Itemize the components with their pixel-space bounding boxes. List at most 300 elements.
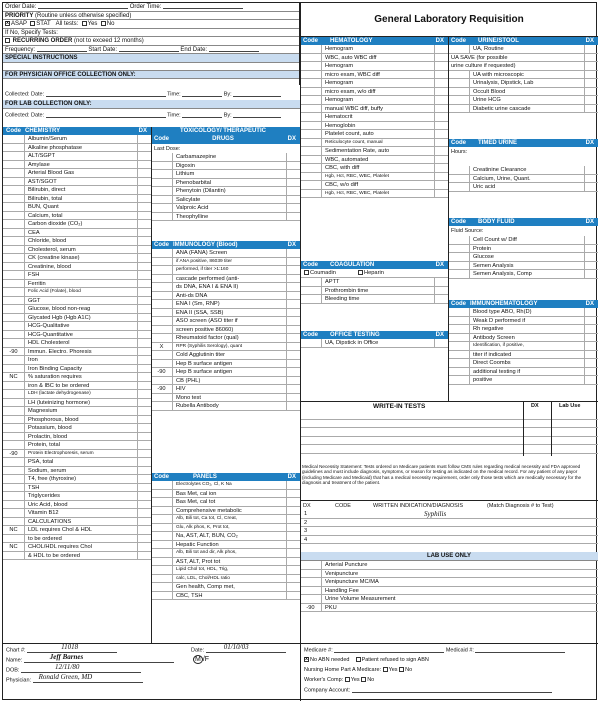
chemistry-test-row[interactable] <box>3 365 151 374</box>
lab-collected-by-field[interactable] <box>233 112 281 118</box>
panel-test-row[interactable] <box>151 524 300 533</box>
code-cell[interactable] <box>300 595 322 603</box>
code-cell[interactable] <box>3 484 25 492</box>
name-field[interactable] <box>24 653 174 663</box>
dx-cell[interactable] <box>137 492 151 500</box>
code-cell[interactable] <box>3 518 25 526</box>
dx-cell[interactable] <box>137 467 151 475</box>
chemistry-test-row[interactable] <box>3 424 151 433</box>
code-cell[interactable] <box>151 481 173 489</box>
diagnosis-entry-1[interactable]: Syphilis <box>424 510 447 518</box>
code-cell[interactable] <box>300 295 322 303</box>
stat-checkbox[interactable] <box>30 21 35 26</box>
code-cell[interactable] <box>151 326 173 334</box>
dx-cell[interactable] <box>434 54 448 62</box>
dx-cell[interactable] <box>584 54 598 62</box>
code-cell[interactable] <box>3 424 25 432</box>
panel-test-row[interactable] <box>151 541 300 550</box>
dx-cell[interactable] <box>137 433 151 441</box>
dx-cell[interactable] <box>584 175 598 183</box>
dx-cell[interactable] <box>584 270 598 278</box>
lab-use-row[interactable] <box>300 595 598 604</box>
dx-cell[interactable] <box>286 204 300 212</box>
urine-stool-test-row[interactable] <box>448 71 598 80</box>
chemistry-test-row[interactable] <box>3 484 151 493</box>
code-cell[interactable]: UA SAVE (for possible <box>451 54 508 61</box>
dx-cell[interactable] <box>584 308 598 316</box>
dx-cell[interactable] <box>286 196 300 204</box>
code-cell[interactable] <box>448 105 470 113</box>
chemistry-test-row[interactable] <box>3 186 151 195</box>
chemistry-test-row[interactable] <box>3 237 151 246</box>
code-cell[interactable] <box>300 147 322 155</box>
code-cell[interactable] <box>300 79 322 87</box>
code-cell[interactable] <box>3 237 25 245</box>
body-fluid-test-row[interactable] <box>448 236 598 245</box>
code-cell[interactable] <box>300 54 322 62</box>
dx-cell[interactable] <box>434 45 448 53</box>
code-cell[interactable] <box>448 270 470 278</box>
dx-cell[interactable] <box>434 96 448 104</box>
workers-comp-no-checkbox[interactable] <box>361 677 366 682</box>
diagnosis-row[interactable] <box>300 536 598 545</box>
code-cell[interactable] <box>3 535 25 543</box>
hematology-test-row[interactable] <box>300 88 448 97</box>
code-cell[interactable] <box>3 288 25 296</box>
dx-cell[interactable] <box>584 376 598 384</box>
code-cell[interactable] <box>3 254 25 262</box>
code-cell[interactable] <box>151 196 173 204</box>
code-cell[interactable]: -90 <box>3 348 25 356</box>
dx-cell[interactable] <box>137 526 151 534</box>
dx-cell[interactable] <box>137 144 151 152</box>
code-cell[interactable] <box>300 278 322 286</box>
order-time-field[interactable] <box>163 3 243 9</box>
write-in-line[interactable] <box>300 420 598 429</box>
panel-test-row[interactable] <box>151 481 300 490</box>
chemistry-test-row[interactable] <box>3 416 151 425</box>
dx-cell[interactable] <box>137 399 151 407</box>
date-field[interactable] <box>206 643 286 653</box>
dx-cell[interactable] <box>137 229 151 237</box>
code-cell[interactable] <box>300 105 322 113</box>
dx-cell[interactable] <box>137 475 151 483</box>
code-cell[interactable] <box>448 342 470 350</box>
hematology-test-row[interactable] <box>300 173 448 182</box>
toxicology-test-row[interactable] <box>151 170 300 179</box>
immunohematology-test-row[interactable] <box>448 376 598 385</box>
code-cell[interactable] <box>300 570 322 578</box>
panel-test-row[interactable] <box>151 549 300 558</box>
code-cell[interactable] <box>151 394 173 402</box>
medicaid-field[interactable] <box>475 647 565 653</box>
toxicology-test-row[interactable] <box>151 153 300 162</box>
dx-cell[interactable] <box>584 183 598 191</box>
timed-urine-test-row[interactable] <box>448 175 598 184</box>
code-cell[interactable] <box>151 583 173 591</box>
dx-cell[interactable] <box>434 156 448 164</box>
immunology-test-row[interactable] <box>151 300 300 309</box>
chemistry-test-row[interactable] <box>3 195 151 204</box>
dx-cell[interactable] <box>434 339 448 347</box>
code-cell[interactable]: NC <box>3 526 25 534</box>
immunohematology-test-row[interactable] <box>448 325 598 334</box>
immunology-test-row[interactable] <box>151 258 300 267</box>
chemistry-test-row[interactable] <box>3 535 151 544</box>
code-cell[interactable] <box>3 407 25 415</box>
code-cell[interactable]: -90 <box>3 450 25 458</box>
urine-stool-test-row[interactable] <box>448 79 598 88</box>
code-cell[interactable] <box>151 524 173 532</box>
collected-by-field[interactable] <box>233 91 281 97</box>
code-cell[interactable] <box>300 45 322 53</box>
chemistry-test-row[interactable] <box>3 161 151 170</box>
chemistry-test-row[interactable] <box>3 280 151 289</box>
code-cell[interactable] <box>151 402 173 410</box>
code-cell[interactable] <box>3 509 25 517</box>
dx-cell[interactable] <box>137 390 151 398</box>
dx-cell[interactable] <box>137 263 151 271</box>
all-tests-no-checkbox[interactable] <box>101 21 106 26</box>
code-cell[interactable] <box>3 399 25 407</box>
dx-cell[interactable] <box>286 162 300 170</box>
code-cell[interactable] <box>300 190 322 198</box>
code-cell[interactable] <box>3 246 25 254</box>
dx-cell[interactable] <box>584 325 598 333</box>
chemistry-test-row[interactable] <box>3 305 151 314</box>
code-cell[interactable] <box>448 376 470 384</box>
code-cell[interactable] <box>151 532 173 540</box>
dx-cell[interactable] <box>286 532 300 540</box>
code-cell[interactable]: NC <box>3 543 25 551</box>
dx-cell[interactable] <box>286 179 300 187</box>
dx-cell[interactable] <box>286 558 300 566</box>
dx-cell[interactable] <box>137 518 151 526</box>
panel-test-row[interactable] <box>151 575 300 584</box>
dx-cell[interactable] <box>137 220 151 228</box>
code-cell[interactable] <box>3 297 25 305</box>
code-cell[interactable] <box>3 365 25 373</box>
code-cell[interactable] <box>151 592 173 600</box>
code-cell[interactable] <box>151 275 173 283</box>
code-cell[interactable] <box>448 368 470 376</box>
dx-cell[interactable] <box>286 566 300 574</box>
physician-field[interactable] <box>33 673 143 683</box>
code-cell[interactable] <box>300 139 322 147</box>
dx-cell[interactable] <box>286 481 300 489</box>
dx-cell[interactable] <box>434 287 448 295</box>
dx-cell[interactable] <box>137 339 151 347</box>
code-cell[interactable] <box>151 566 173 574</box>
dx-cell[interactable] <box>584 62 598 70</box>
dx-cell[interactable] <box>286 549 300 557</box>
code-cell[interactable] <box>300 71 322 79</box>
code-cell[interactable] <box>3 212 25 220</box>
hematology-test-row[interactable] <box>300 181 448 190</box>
timed-urine-test-row[interactable] <box>448 166 598 175</box>
code-cell[interactable] <box>448 245 470 253</box>
immunology-test-row[interactable] <box>151 394 300 403</box>
urine-stool-test-row[interactable] <box>448 88 598 97</box>
code-cell[interactable] <box>151 317 173 325</box>
dx-cell[interactable] <box>137 501 151 509</box>
refused-abn-checkbox[interactable] <box>356 657 361 662</box>
immunology-test-row[interactable] <box>151 283 300 292</box>
dx-cell[interactable] <box>286 507 300 515</box>
immunology-test-row[interactable] <box>151 343 300 352</box>
code-cell[interactable] <box>3 475 25 483</box>
dx-cell[interactable] <box>137 484 151 492</box>
code-cell[interactable] <box>151 170 173 178</box>
chemistry-test-row[interactable] <box>3 144 151 153</box>
hematology-test-row[interactable] <box>300 156 448 165</box>
dx-cell[interactable] <box>584 45 598 53</box>
code-cell[interactable] <box>448 166 470 174</box>
dx-cell[interactable] <box>434 139 448 147</box>
code-cell[interactable] <box>151 351 173 359</box>
dx-cell[interactable] <box>584 359 598 367</box>
code-cell[interactable] <box>3 416 25 424</box>
code-cell[interactable] <box>3 441 25 449</box>
dx-cell[interactable] <box>286 292 300 300</box>
dx-cell[interactable] <box>137 237 151 245</box>
chemistry-test-row[interactable] <box>3 450 151 459</box>
code-cell[interactable] <box>300 88 322 96</box>
chemistry-test-row[interactable] <box>3 169 151 178</box>
dx-cell[interactable] <box>584 253 598 261</box>
dx-cell[interactable] <box>286 490 300 498</box>
dx-cell[interactable] <box>286 394 300 402</box>
code-cell[interactable] <box>3 203 25 211</box>
panel-test-row[interactable] <box>151 566 300 575</box>
chemistry-test-row[interactable] <box>3 552 151 561</box>
immunohematology-test-row[interactable] <box>448 342 598 351</box>
lab-use-row[interactable] <box>300 561 598 570</box>
dx-cell[interactable] <box>584 368 598 376</box>
chemistry-test-row[interactable] <box>3 331 151 340</box>
code-cell[interactable] <box>151 309 173 317</box>
dx-cell[interactable] <box>286 249 300 257</box>
code-cell[interactable] <box>151 377 173 385</box>
dx-cell[interactable] <box>286 541 300 549</box>
dx-cell[interactable] <box>137 348 151 356</box>
dx-cell[interactable] <box>137 424 151 432</box>
dx-cell[interactable] <box>137 169 151 177</box>
toxicology-test-row[interactable] <box>151 187 300 196</box>
immunology-test-row[interactable] <box>151 368 300 377</box>
dx-cell[interactable] <box>137 450 151 458</box>
dx-cell[interactable] <box>286 309 300 317</box>
dx-cell[interactable] <box>286 317 300 325</box>
code-cell[interactable] <box>151 213 173 221</box>
code-cell[interactable] <box>3 135 25 143</box>
chemistry-test-row[interactable] <box>3 433 151 442</box>
dx-cell[interactable] <box>137 509 151 517</box>
immunology-test-row[interactable] <box>151 385 300 394</box>
dx-cell[interactable] <box>584 262 598 270</box>
code-cell[interactable] <box>151 334 173 342</box>
chemistry-test-row[interactable] <box>3 348 151 357</box>
hematology-test-row[interactable] <box>300 62 448 71</box>
code-cell[interactable] <box>300 62 322 70</box>
write-in-line[interactable] <box>300 411 598 420</box>
special-instructions-field[interactable] <box>3 63 299 71</box>
dx-cell[interactable] <box>137 203 151 211</box>
lab-use-row[interactable] <box>300 570 598 579</box>
dx-cell[interactable] <box>434 147 448 155</box>
code-cell[interactable] <box>151 549 173 557</box>
code-cell[interactable] <box>300 164 322 172</box>
code-cell[interactable] <box>151 204 173 212</box>
code-cell[interactable] <box>300 561 322 569</box>
panel-test-row[interactable] <box>151 558 300 567</box>
collected-date-field[interactable] <box>46 91 166 97</box>
code-cell[interactable]: urine culture if requested) <box>451 63 516 69</box>
dx-cell[interactable] <box>137 271 151 279</box>
immunohematology-test-row[interactable] <box>448 368 598 377</box>
dx-cell[interactable] <box>286 583 300 591</box>
dx-cell[interactable] <box>434 181 448 189</box>
chemistry-test-row[interactable] <box>3 390 151 399</box>
dx-cell[interactable] <box>584 236 598 244</box>
nursing-home-no-checkbox[interactable] <box>399 667 404 672</box>
asap-checkbox[interactable]: x <box>6 20 9 26</box>
dx-cell[interactable] <box>137 331 151 339</box>
code-cell[interactable] <box>3 195 25 203</box>
chemistry-test-row[interactable] <box>3 467 151 476</box>
code-cell[interactable] <box>3 161 25 169</box>
code-cell[interactable] <box>3 390 25 398</box>
dx-cell[interactable] <box>434 113 448 121</box>
dx-cell[interactable] <box>137 441 151 449</box>
code-cell[interactable] <box>151 249 173 257</box>
hematology-test-row[interactable] <box>300 113 448 122</box>
code-cell[interactable] <box>3 186 25 194</box>
dx-cell[interactable] <box>137 407 151 415</box>
code-cell[interactable] <box>300 96 322 104</box>
workers-comp-yes-checkbox[interactable] <box>345 677 350 682</box>
heparin-checkbox[interactable] <box>358 270 363 275</box>
chemistry-test-row[interactable] <box>3 314 151 323</box>
code-cell[interactable] <box>448 236 470 244</box>
dx-cell[interactable] <box>137 382 151 390</box>
dx-cell[interactable] <box>434 62 448 70</box>
sex-f-option[interactable]: F <box>204 656 210 663</box>
dx-cell[interactable] <box>584 245 598 253</box>
dx-cell[interactable] <box>286 153 300 161</box>
dx-cell[interactable] <box>137 416 151 424</box>
immunology-test-row[interactable] <box>151 309 300 318</box>
toxicology-test-row[interactable] <box>151 204 300 213</box>
code-cell[interactable] <box>448 79 470 87</box>
dx-cell[interactable] <box>434 122 448 130</box>
dx-cell[interactable] <box>137 305 151 313</box>
code-cell[interactable] <box>300 173 322 181</box>
dx-cell[interactable] <box>434 295 448 303</box>
code-cell[interactable] <box>3 280 25 288</box>
dx-cell[interactable] <box>137 135 151 143</box>
chemistry-test-row[interactable] <box>3 407 151 416</box>
chemistry-test-row[interactable] <box>3 501 151 510</box>
code-cell[interactable] <box>448 351 470 359</box>
chemistry-test-row[interactable] <box>3 178 151 187</box>
dx-cell[interactable] <box>286 385 300 393</box>
company-field[interactable] <box>352 687 552 693</box>
code-cell[interactable] <box>3 305 25 313</box>
dx-cell[interactable] <box>286 300 300 308</box>
dx-cell[interactable] <box>286 351 300 359</box>
code-cell[interactable]: -90 <box>151 368 173 376</box>
dx-cell[interactable] <box>137 212 151 220</box>
dx-cell[interactable] <box>286 213 300 221</box>
hematology-test-row[interactable] <box>300 122 448 131</box>
chemistry-test-row[interactable] <box>3 356 151 365</box>
write-in-line[interactable] <box>300 445 598 454</box>
code-cell[interactable] <box>3 501 25 509</box>
code-cell[interactable] <box>300 156 322 164</box>
code-cell[interactable] <box>151 179 173 187</box>
code-cell[interactable] <box>151 266 173 274</box>
dx-cell[interactable] <box>584 71 598 79</box>
immunology-test-row[interactable] <box>151 360 300 369</box>
toxicology-test-row[interactable] <box>151 196 300 205</box>
all-tests-yes-checkbox[interactable] <box>82 21 87 26</box>
hematology-test-row[interactable] <box>300 79 448 88</box>
dx-cell[interactable] <box>137 186 151 194</box>
dx-cell[interactable] <box>584 79 598 87</box>
chemistry-test-row[interactable] <box>3 526 151 535</box>
code-cell[interactable] <box>151 507 173 515</box>
dx-cell[interactable] <box>137 535 151 543</box>
dx-cell[interactable] <box>286 592 300 600</box>
dx-cell[interactable] <box>584 105 598 113</box>
dx-cell[interactable] <box>137 365 151 373</box>
urine-stool-test-row[interactable] <box>448 62 598 71</box>
hematology-test-row[interactable] <box>300 54 448 63</box>
toxicology-test-row[interactable] <box>151 179 300 188</box>
code-cell[interactable] <box>3 467 25 475</box>
chemistry-test-row[interactable] <box>3 509 151 518</box>
code-cell[interactable] <box>3 152 25 160</box>
dx-cell[interactable] <box>137 195 151 203</box>
urine-stool-test-row[interactable] <box>448 54 598 63</box>
hematology-test-row[interactable] <box>300 96 448 105</box>
code-cell[interactable] <box>448 175 470 183</box>
dx-cell[interactable] <box>434 130 448 138</box>
code-cell[interactable] <box>151 360 173 368</box>
immunology-test-row[interactable] <box>151 266 300 275</box>
dx-cell[interactable] <box>137 178 151 186</box>
chemistry-test-row[interactable] <box>3 254 151 263</box>
dx-cell[interactable] <box>137 280 151 288</box>
dx-cell[interactable] <box>286 515 300 523</box>
panel-test-row[interactable] <box>151 498 300 507</box>
code-cell[interactable] <box>3 322 25 330</box>
immunohematology-test-row[interactable] <box>448 351 598 360</box>
code-cell[interactable]: -90 <box>300 604 322 612</box>
panel-test-row[interactable] <box>151 583 300 592</box>
chemistry-test-row[interactable] <box>3 152 151 161</box>
toxicology-test-row[interactable] <box>151 213 300 222</box>
code-cell[interactable] <box>3 229 25 237</box>
dx-cell[interactable] <box>137 543 151 551</box>
lab-use-row[interactable] <box>300 578 598 587</box>
dx-cell[interactable] <box>137 246 151 254</box>
lab-use-row[interactable] <box>300 604 598 613</box>
dx-cell[interactable] <box>137 552 151 560</box>
dx-cell[interactable] <box>137 314 151 322</box>
panel-test-row[interactable] <box>151 507 300 516</box>
